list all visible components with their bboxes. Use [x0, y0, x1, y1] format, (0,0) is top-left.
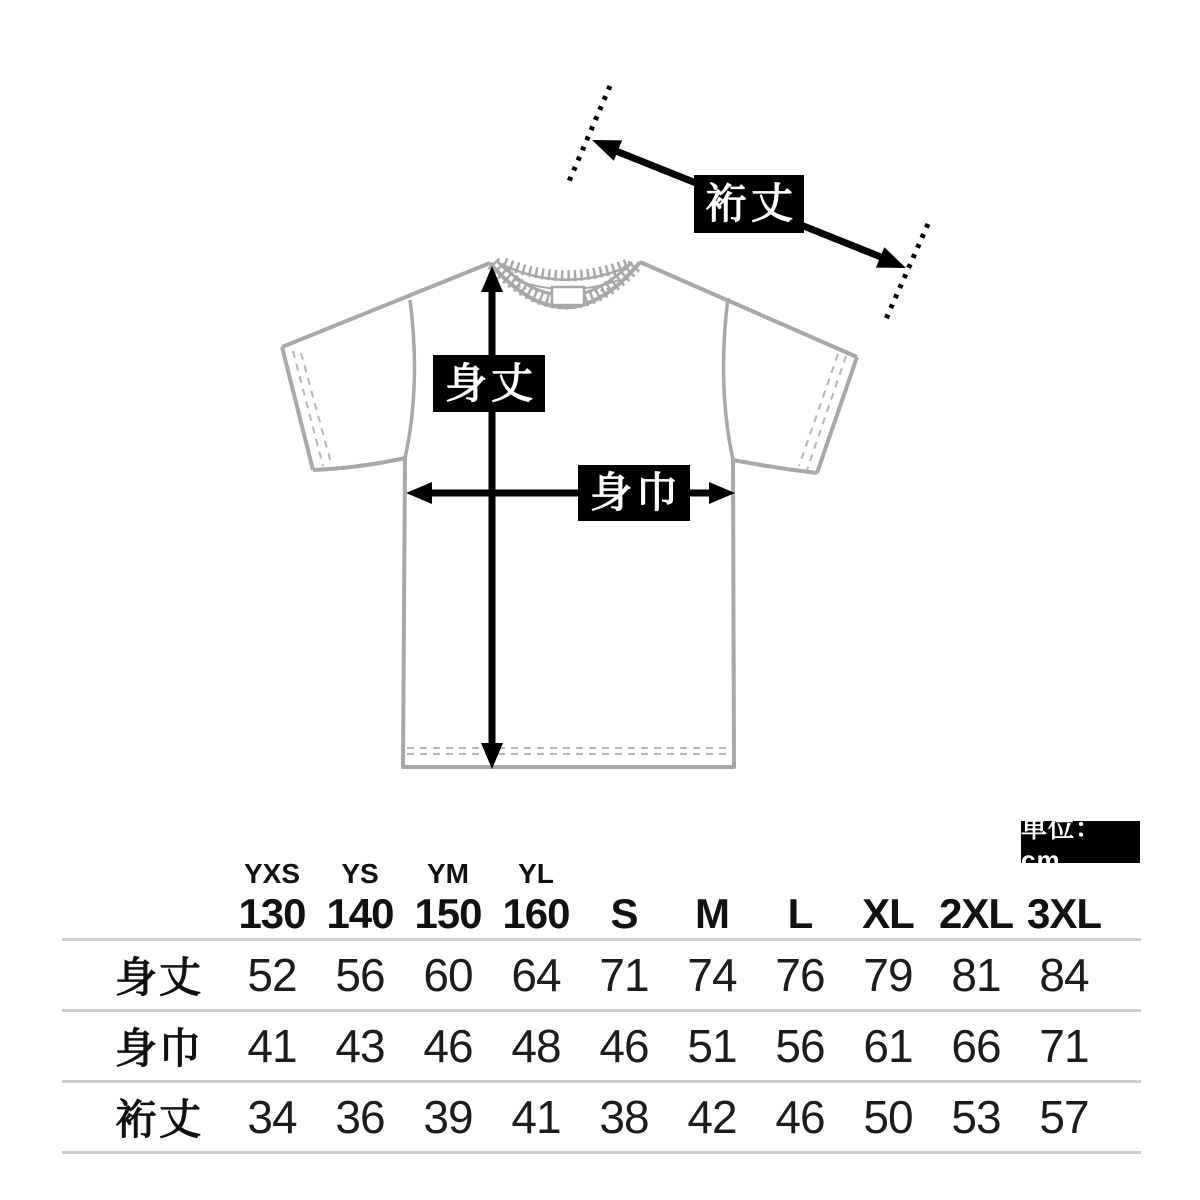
cell: 52: [247, 949, 297, 1001]
cell: 39: [423, 1091, 473, 1143]
row-label: 裄丈: [114, 1096, 203, 1143]
header-corner-cell: [62, 935, 228, 941]
body-width-label: 身巾: [578, 465, 690, 521]
cell: 41: [511, 1091, 561, 1143]
cell: 48: [511, 1020, 561, 1072]
cell: 43: [335, 1020, 385, 1072]
table-row-body-length: [62, 938, 1141, 1009]
cell: 46: [599, 1020, 649, 1072]
body-length-label: 身丈: [433, 355, 545, 412]
cell: 41: [247, 1020, 297, 1072]
cell: 71: [599, 949, 649, 1001]
column-header: XL: [862, 890, 914, 937]
column-header: YL 160: [502, 858, 570, 937]
table-row-body-width: [62, 1009, 1141, 1080]
unit-badge: 単位：cm: [1021, 821, 1140, 863]
cell: 38: [599, 1091, 649, 1143]
column-header: M: [695, 890, 729, 937]
cell: 34: [247, 1091, 297, 1143]
tshirt-outline: [282, 262, 857, 767]
cell: 46: [423, 1020, 473, 1072]
column-header: YS 140: [326, 858, 394, 937]
column-header: S: [610, 890, 638, 937]
column-header: YXS 130: [238, 858, 306, 937]
cell: 84: [1039, 949, 1089, 1001]
cell: 51: [687, 1020, 737, 1072]
cell: 76: [775, 949, 825, 1001]
row-label: 身巾: [114, 1025, 203, 1072]
cell: 57: [1039, 1091, 1089, 1143]
cell: 50: [863, 1091, 913, 1143]
cell: 42: [687, 1091, 737, 1143]
cell: 56: [335, 949, 385, 1001]
cell: 81: [951, 949, 1001, 1001]
sleeve-length-label: 裄丈: [694, 175, 804, 233]
cell: 46: [775, 1091, 825, 1143]
column-header: YM 150: [414, 858, 482, 937]
neck-tag: [552, 287, 584, 305]
cell: 71: [1039, 1020, 1089, 1072]
cell: 66: [951, 1020, 1001, 1072]
cell: 79: [863, 949, 913, 1001]
cell: 61: [863, 1020, 913, 1072]
cell: 53: [951, 1091, 1001, 1143]
cell: 74: [687, 949, 737, 1001]
column-header: 2XL: [938, 890, 1014, 937]
column-header: 3XL: [1026, 890, 1102, 937]
cell: 36: [335, 1091, 385, 1143]
cell: 56: [775, 1020, 825, 1072]
row-label: 身丈: [114, 954, 203, 1001]
column-header: L: [787, 890, 813, 937]
table-row-sleeve-length: [62, 1080, 1141, 1154]
cell: 64: [511, 949, 561, 1001]
size-table: [62, 860, 1141, 1154]
cell: 60: [423, 949, 473, 1001]
size-table-header-row: [62, 860, 1141, 938]
